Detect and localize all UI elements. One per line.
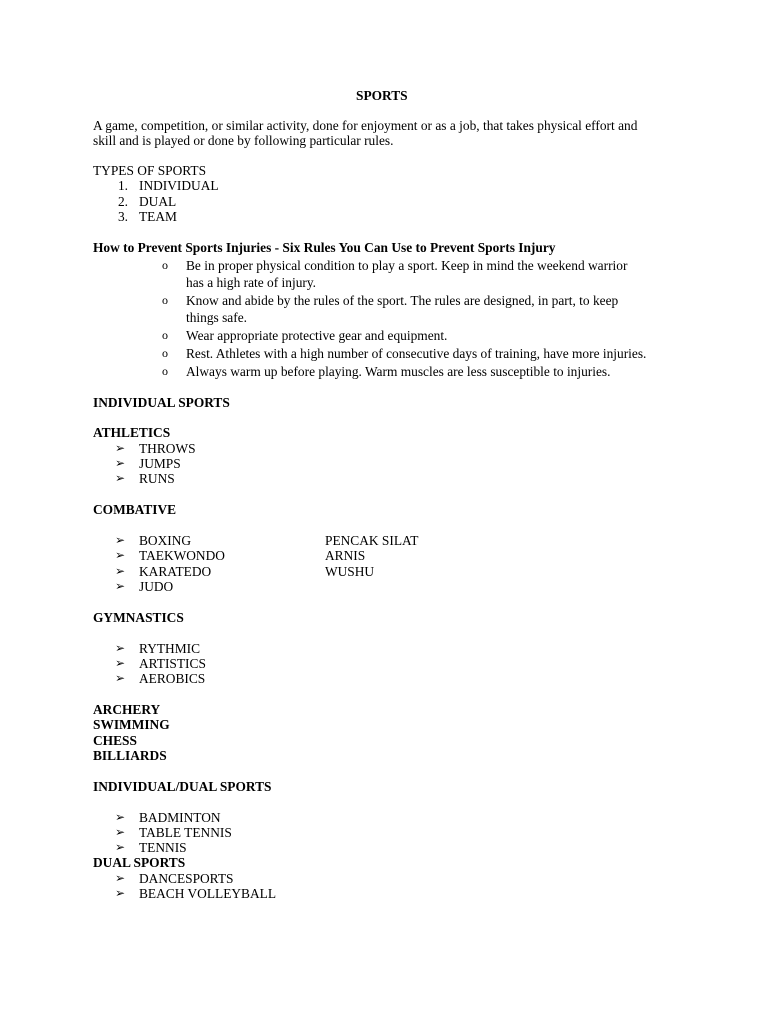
sport-chess: CHESS [93, 733, 137, 748]
list-item-label: BADMINTON [139, 810, 221, 825]
arrow-bullet-icon: ➢ [115, 564, 126, 578]
list-item-label: RYTHMIC [139, 641, 201, 656]
list-item-label: JUMPS [139, 456, 181, 471]
arrow-bullet-icon: ➢ [115, 656, 126, 670]
sport-archery: ARCHERY [93, 702, 161, 717]
list-item-label: TENNIS [139, 840, 187, 855]
arrow-bullet-icon: ➢ [115, 471, 126, 485]
bullet-icon: o [162, 328, 168, 342]
list-item-label-right: PENCAK SILAT [325, 533, 419, 548]
arrow-bullet-icon: ➢ [115, 825, 126, 839]
list-item-label: KARATEDO [139, 564, 212, 579]
list-number: 1. [117, 178, 128, 193]
sport-billiards: BILLIARDS [93, 748, 167, 763]
arrow-bullet-icon: ➢ [115, 441, 126, 455]
sport-swimming: SWIMMING [93, 717, 170, 732]
combative-heading: COMBATIVE [93, 502, 177, 517]
prevention-heading: How to Prevent Sports Injuries - Six Rules You Can Use to Prevent Sports Injury [93, 240, 556, 255]
individual-sports-heading: INDIVIDUAL SPORTS [93, 395, 230, 410]
list-item-label: INDIVIDUAL [139, 178, 219, 193]
list-item-label: TAEKWONDO [139, 548, 225, 563]
list-number: 3. [117, 209, 128, 224]
list-item-text: Be in proper physical condition to play a sport. Keep in mind the weekend warrior [186, 258, 628, 273]
arrow-bullet-icon: ➢ [115, 533, 126, 547]
list-item-label: TEAM [139, 209, 177, 224]
list-item-label: RUNS [139, 471, 175, 486]
types-heading: TYPES OF SPORTS [93, 163, 207, 178]
arrow-bullet-icon: ➢ [115, 871, 126, 885]
list-item-label: DANCESPORTS [139, 871, 234, 886]
list-item-label-right: ARNIS [325, 548, 366, 563]
bullet-icon: o [162, 258, 168, 272]
arrow-bullet-icon: ➢ [115, 671, 126, 685]
dual-sports-heading: DUAL SPORTS [93, 855, 186, 870]
definition-line-2: skill and is played or done by following particular rules. [93, 133, 394, 148]
arrow-bullet-icon: ➢ [115, 840, 126, 854]
bullet-icon: o [162, 346, 168, 360]
arrow-bullet-icon: ➢ [115, 579, 126, 593]
list-item-label: JUDO [139, 579, 174, 594]
list-item-label: ARTISTICS [139, 656, 206, 671]
bullet-icon: o [162, 293, 168, 307]
list-item-label: TABLE TENNIS [139, 825, 232, 840]
list-item-text: Know and abide by the rules of the sport. The rules are designed, in part, to keep [186, 293, 619, 308]
list-item-text: Always warm up before playing. Warm muscles are less susceptible to injuries. [186, 364, 611, 379]
arrow-bullet-icon: ➢ [115, 548, 126, 562]
list-item-label: AEROBICS [139, 671, 206, 686]
list-item-text-continued: has a high rate of injury. [186, 275, 317, 290]
list-item-label: DUAL [139, 194, 177, 209]
list-item-label: BOXING [139, 533, 192, 548]
list-item-label: BEACH VOLLEYBALL [139, 886, 276, 901]
list-item-label: THROWS [139, 441, 196, 456]
arrow-bullet-icon: ➢ [115, 456, 126, 470]
definition-line-1: A game, competition, or similar activity, done for enjoyment or as a job, that takes physical effort and [93, 118, 638, 133]
athletics-heading: ATHLETICS [93, 425, 171, 440]
arrow-bullet-icon: ➢ [115, 810, 126, 824]
page-title: SPORTS [356, 88, 408, 103]
arrow-bullet-icon: ➢ [115, 641, 126, 655]
list-item-text: Rest. Athletes with a high number of consecutive days of training, have more injuries. [186, 346, 647, 361]
gymnastics-heading: GYMNASTICS [93, 610, 184, 625]
list-item-label-right: WUSHU [325, 564, 375, 579]
list-item-text-continued: things safe. [186, 310, 247, 325]
arrow-bullet-icon: ➢ [115, 886, 126, 900]
individual-dual-heading: INDIVIDUAL/DUAL SPORTS [93, 779, 272, 794]
bullet-icon: o [162, 364, 168, 378]
list-number: 2. [117, 194, 128, 209]
list-item-text: Wear appropriate protective gear and equipment. [186, 328, 448, 343]
